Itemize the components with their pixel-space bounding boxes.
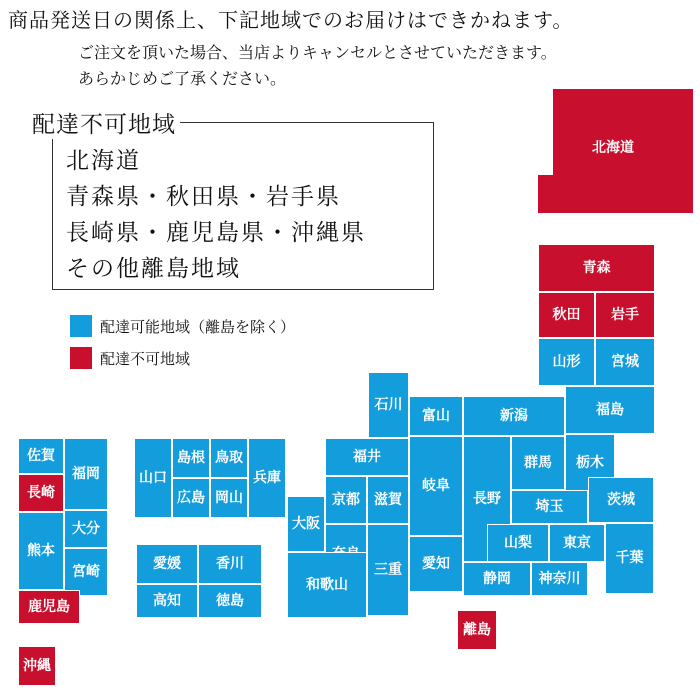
pref-aichi	[409, 536, 463, 592]
pref-kumamoto-label: 熊本	[27, 542, 55, 559]
pref-fukui	[325, 438, 409, 476]
pref-hyogo	[248, 438, 286, 518]
undeliverable-list-title: 配達不可地域	[30, 106, 180, 139]
pref-hokkaido-label: 北海道	[592, 139, 634, 156]
pref-shiga	[367, 476, 409, 524]
pref-ishikawa	[368, 372, 409, 438]
pref-okayama	[210, 478, 248, 518]
pref-niigata-label: 新潟	[500, 407, 528, 424]
pref-remote-islands	[457, 610, 497, 650]
pref-miyagi-label: 宮城	[611, 353, 639, 370]
pref-ehime-label: 愛媛	[153, 555, 181, 572]
pref-aomori-label: 青森	[582, 259, 611, 276]
pref-oita-label: 大分	[72, 520, 100, 537]
pref-iwate	[595, 292, 655, 338]
pref-kochi-label: 高知	[153, 592, 181, 609]
undeliverable-list-item: 長崎県・鹿児島県・沖縄県	[66, 220, 366, 246]
pref-osaka-label: 大阪	[292, 515, 320, 532]
notice-line-2: ご注文を頂いた場合、当店よりキャンセルとさせていただきます。	[78, 43, 557, 62]
notice-line-1: 商品発送日の関係上、下記地域でのお届けはできかねます。	[8, 8, 574, 32]
pref-wakayama	[287, 552, 367, 618]
pref-osaka	[287, 496, 325, 552]
pref-wakayama-label: 和歌山	[306, 576, 348, 593]
pref-ehime	[136, 544, 198, 584]
pref-yamagata	[538, 338, 595, 386]
pref-nagano-label: 長野	[473, 490, 501, 507]
pref-tokushima	[198, 584, 262, 618]
pref-okinawa	[18, 646, 56, 686]
pref-hiroshima-label: 広島	[177, 489, 205, 506]
pref-kagoshima-label: 鹿児島	[28, 598, 70, 615]
pref-akita-label: 秋田	[552, 306, 581, 323]
pref-gunma-label: 群馬	[524, 454, 552, 471]
pref-kagawa	[198, 544, 262, 584]
pref-shiga-label: 滋賀	[374, 491, 402, 508]
pref-yamaguchi-label: 山口	[139, 469, 167, 486]
pref-aomori	[538, 244, 655, 292]
pref-aichi-label: 愛知	[422, 555, 450, 572]
pref-tottori-label: 鳥取	[215, 449, 243, 466]
pref-shimane	[172, 438, 210, 478]
undeliverable-list-item: 青森県・秋田県・岩手県	[66, 184, 341, 210]
pref-nagasaki	[18, 474, 64, 512]
pref-tottori	[210, 438, 248, 478]
pref-kagoshima	[18, 590, 80, 624]
pref-kyoto	[325, 476, 367, 524]
legend-deliverable-label: 配達可能地域（離島を除く）	[100, 318, 296, 336]
pref-kyoto-label: 京都	[332, 491, 360, 508]
pref-toyama	[409, 396, 463, 436]
pref-ibaraki-label: 茨城	[607, 491, 635, 508]
pref-chiba	[605, 523, 654, 594]
pref-fukushima-label: 福島	[596, 401, 624, 418]
pref-saitama-label: 埼玉	[535, 498, 564, 515]
pref-kanagawa	[531, 562, 588, 596]
undeliverable-list-item: その他離島地域	[66, 256, 241, 282]
pref-tokyo	[549, 524, 605, 562]
pref-miyazaki-label: 宮崎	[72, 563, 100, 580]
pref-fukuoka-label: 福岡	[72, 465, 100, 482]
pref-oita	[64, 510, 108, 548]
pref-hyogo-label: 兵庫	[253, 469, 281, 486]
pref-toyama-label: 富山	[422, 407, 450, 424]
pref-chiba-label: 千葉	[615, 550, 644, 567]
pref-hiroshima	[172, 478, 210, 518]
pref-tochigi-label: 栃木	[576, 454, 604, 471]
pref-yamagata-label: 山形	[552, 353, 581, 370]
pref-tokyo-label: 東京	[563, 534, 591, 551]
pref-miyagi	[595, 338, 655, 386]
legend-deliverable-swatch	[70, 315, 92, 337]
pref-mie-label: 三重	[374, 561, 402, 578]
pref-kochi	[136, 584, 198, 618]
pref-okayama-label: 岡山	[215, 489, 243, 506]
pref-yamanashi-label: 山梨	[504, 534, 532, 551]
pref-gunma	[511, 436, 565, 490]
pref-fukushima	[565, 386, 655, 434]
pref-okinawa-label: 沖縄	[23, 657, 51, 674]
pref-remote-islands-label: 離島	[463, 621, 491, 638]
pref-gifu	[409, 436, 463, 536]
pref-yamanashi	[487, 524, 549, 562]
legend-undeliverable-swatch	[70, 347, 92, 369]
pref-niigata	[463, 396, 565, 436]
pref-kumamoto	[18, 512, 64, 590]
pref-saga-label: 佐賀	[27, 447, 55, 464]
pref-miyazaki	[64, 548, 108, 596]
undeliverable-list-item: 北海道	[66, 148, 141, 174]
pref-akita	[538, 292, 595, 338]
pref-saga	[18, 438, 64, 474]
notice-line-3: あらかじめご了承ください。	[78, 69, 287, 88]
pref-fukui-label: 福井	[353, 448, 381, 465]
pref-kanagawa-label: 神奈川	[538, 570, 581, 587]
pref-mie	[367, 524, 409, 616]
pref-shimane-label: 島根	[177, 449, 205, 466]
pref-yamaguchi	[134, 438, 172, 518]
pref-fukuoka	[64, 438, 108, 510]
pref-ibaraki	[588, 477, 654, 523]
pref-iwate-label: 岩手	[611, 306, 639, 323]
pref-hokkaido	[578, 88, 648, 208]
pref-gifu-label: 岐阜	[422, 477, 450, 494]
pref-tokushima-label: 徳島	[216, 592, 244, 609]
pref-nagasaki-label: 長崎	[27, 484, 55, 501]
pref-kagawa-label: 香川	[216, 555, 244, 572]
pref-shizuoka	[463, 562, 531, 596]
pref-ishikawa-label: 石川	[374, 396, 403, 413]
pref-shizuoka-label: 静岡	[483, 570, 511, 587]
legend-undeliverable-label: 配達不可地域	[100, 350, 191, 368]
pref-saitama	[511, 490, 588, 524]
